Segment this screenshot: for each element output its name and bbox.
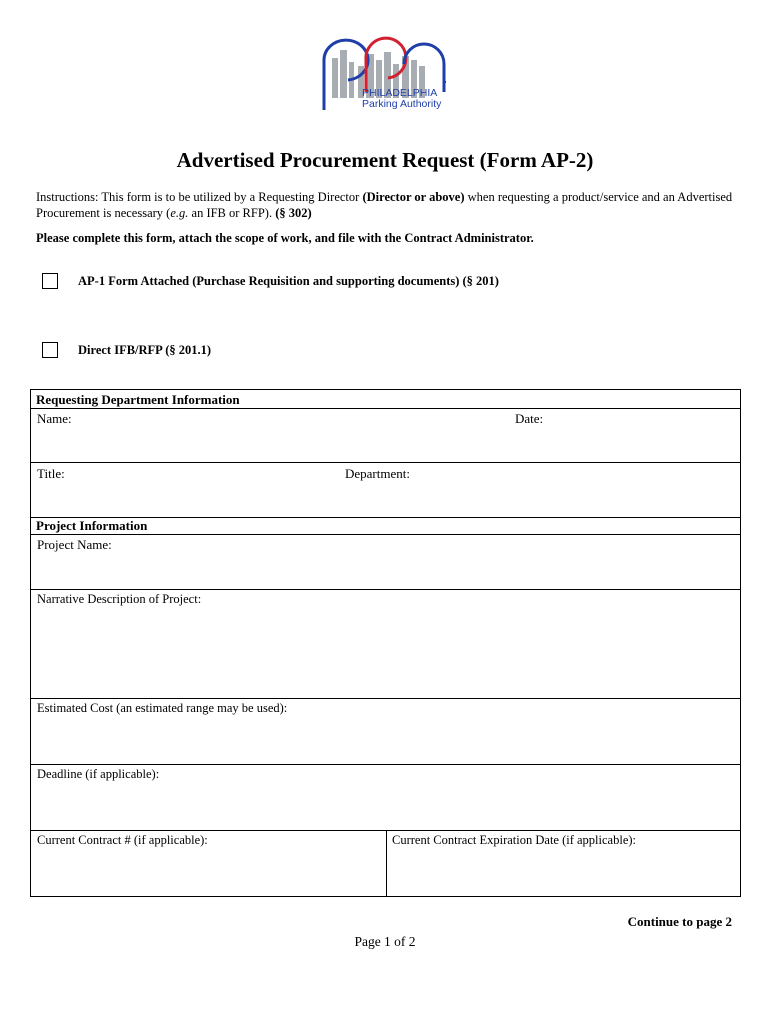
divider — [31, 698, 740, 699]
current-contract-label: Current Contract # (if applicable): — [37, 833, 208, 847]
divider — [31, 589, 740, 590]
please-complete-note: Please complete this form, attach the scope of work, and file with the Contract Administrator. — [36, 231, 534, 245]
logo-line-1: PHILADELPHIA — [362, 87, 438, 99]
project-name-label: Project Name: — [37, 537, 112, 552]
instructions-bold-2: (§ 302) — [275, 206, 312, 220]
checkbox-row-ap1 — [42, 273, 499, 289]
page-number: Page 1 of 2 — [354, 934, 416, 949]
direct-ifb-rfp-checkbox[interactable] — [42, 342, 58, 358]
ap1-form-checkbox[interactable] — [42, 273, 58, 289]
instructions-part-1: Instructions: This form is to be utilized by a Requesting Director — [36, 190, 363, 204]
name-label: Name: — [37, 411, 72, 426]
instructions-italic: e.g. — [170, 206, 189, 220]
project-information-header: Project Information — [36, 518, 148, 533]
divider — [31, 534, 740, 535]
divider — [31, 408, 740, 409]
checkbox-row-direct — [42, 342, 211, 358]
date-label: Date: — [515, 411, 544, 426]
continue-note: Continue to page 2 — [627, 914, 732, 929]
narrative-description-label: Narrative Description of Project: — [37, 592, 202, 606]
project-information-section — [30, 517, 741, 897]
department-label: Department: — [345, 466, 410, 481]
deadline-label: Deadline (if applicable): — [37, 767, 160, 781]
requesting-department-section — [30, 389, 741, 518]
ap1-form-checkbox-label: AP-1 Form Attached (Purchase Requisition and supporting documents) (§ 201) — [78, 273, 499, 288]
instructions-part-3: an IFB or RFP). — [188, 206, 276, 220]
instructions-part-2: when requesting a product/service and an Advertised Procurement is necessary ( — [36, 190, 733, 220]
direct-ifb-rfp-checkbox-label: Direct IFB/RFP (§ 201.1) — [78, 342, 212, 357]
divider — [31, 462, 740, 463]
logo-line-2: Parking Authority — [362, 98, 442, 110]
title-label: Title: — [37, 466, 65, 481]
divider — [31, 764, 740, 765]
requesting-department-header: Requesting Department Information — [36, 392, 240, 407]
column-divider — [386, 830, 387, 897]
logo-text — [362, 88, 441, 110]
instructions — [36, 189, 741, 221]
form-title: Advertised Procurement Request (Form AP-2) — [176, 148, 594, 172]
instructions-bold-1: (Director or above) — [362, 190, 465, 204]
estimated-cost-label: Estimated Cost (an estimated range may be used): — [37, 701, 288, 715]
contract-expiration-label: Current Contract Expiration Date (if applicable): — [392, 833, 637, 847]
